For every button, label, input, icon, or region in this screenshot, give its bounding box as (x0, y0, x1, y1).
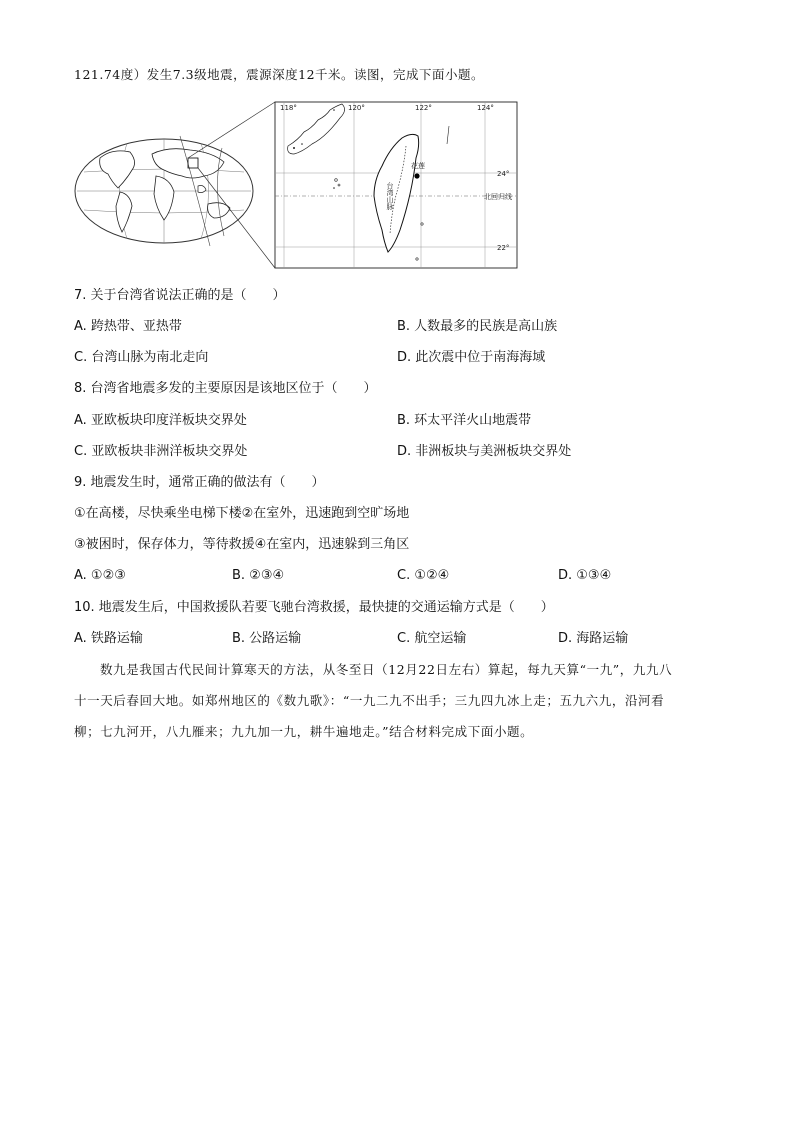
lat-label-24: 24° (497, 170, 510, 178)
lon-label-118: 118° (280, 104, 297, 112)
lon-label-120: 120° (348, 104, 365, 112)
q8-option-d[interactable]: D. 非洲板块与美洲板块交界处 (397, 444, 572, 459)
q9-option-a[interactable]: A. ①②③ (74, 568, 126, 583)
map-figure (72, 96, 522, 274)
lat-label-22: 22° (497, 244, 510, 252)
q9-statements-line1: ①在高楼，尽快乘坐电梯下楼②在室外，迅速跑到空旷场地 (74, 506, 410, 521)
mountain-label: 台湾山脉 (386, 182, 394, 210)
epicenter-label: 花莲 (411, 162, 425, 170)
q10-option-b[interactable]: B. 公路运输 (232, 631, 302, 646)
lon-label-122: 122° (415, 104, 432, 112)
map-svg (72, 96, 522, 274)
q7-option-a[interactable]: A. 跨热带、亚热带 (74, 319, 182, 334)
q9-stem: 9. 地震发生时，通常正确的做法有（ ） (74, 475, 325, 490)
q9-option-c[interactable]: C. ①②④ (397, 568, 450, 583)
q8-option-c[interactable]: C. 亚欧板块非洲洋板块交界处 (74, 444, 248, 459)
world-map (75, 136, 253, 246)
q7-option-c[interactable]: C. 台湾山脉为南北走向 (74, 350, 209, 365)
q10-option-d[interactable]: D. 海路运输 (558, 631, 629, 646)
q10-option-a[interactable]: A. 铁路运输 (74, 631, 143, 646)
q8-stem: 8. 台湾省地震多发的主要原因是该地区位于（ ） (74, 381, 377, 396)
passage-line2: 十一天后春回大地。如郑州地区的《数九歌》：“一九二九不出手；三九四九冰上走；五九六九，沿河看 (74, 693, 665, 708)
tropic-label: 北回归线 (484, 193, 512, 201)
passage-line3: 柳；七九河开，八九雁来；九九加一九，耕牛遍地走。”结合材料完成下面小题。 (74, 724, 534, 739)
q7-option-b[interactable]: B. 人数最多的民族是高山族 (397, 319, 558, 334)
q10-stem: 10. 地震发生后，中国救援队若要飞驰台湾救援，最快捷的交通运输方式是（ ） (74, 600, 554, 615)
passage (74, 654, 724, 747)
passage-line1: 数九是我国古代民间计算寒天的方法，从冬至日（12月22日左右）算起，每九天算“一九”，九九八 (100, 662, 673, 677)
lon-label-124: 124° (477, 104, 494, 112)
q8-option-b[interactable]: B. 环太平洋火山地震带 (397, 413, 532, 428)
epicenter-marker (414, 173, 419, 178)
q10-option-c[interactable]: C. 航空运输 (397, 631, 467, 646)
q7-option-d[interactable]: D. 此次震中位于南海海域 (397, 350, 546, 365)
q9-statements-line2: ③被困时，保存体力，等待救援④在室内，迅速躲到三角区 (74, 537, 410, 552)
q7-stem: 7. 关于台湾省说法正确的是（ ） (74, 288, 286, 303)
q8-option-a[interactable]: A. 亚欧板块印度洋板块交界处 (74, 413, 247, 428)
intro-text: 121.74度）发生7.3级地震，震源深度12千米。读图，完成下面小题。 (74, 67, 485, 82)
q9-option-d[interactable]: D. ①③④ (558, 568, 612, 583)
taiwan-inset-map (275, 102, 517, 268)
q9-option-b[interactable]: B. ②③④ (232, 568, 285, 583)
